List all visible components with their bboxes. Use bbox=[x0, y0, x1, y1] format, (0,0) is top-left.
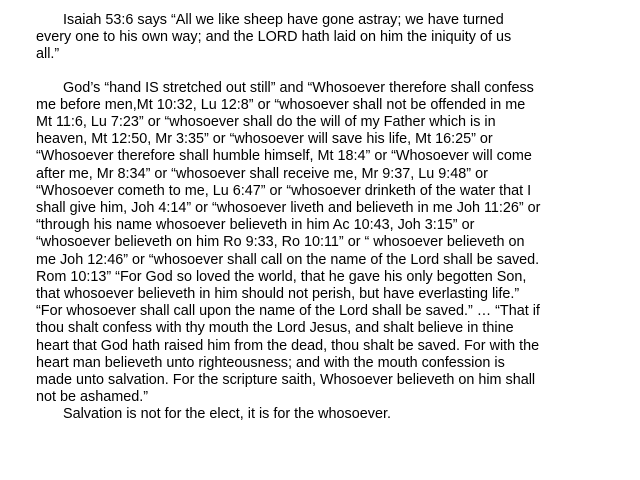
paragraph-spacer bbox=[36, 64, 614, 80]
paragraph-isaiah-quote: Isaiah 53:6 says “All we like sheep have gone astray; we have turned every one to his own way; and the LORD hath laid on him the iniquity of us all.” bbox=[36, 12, 512, 63]
paragraph-conclusion: Salvation is not for the elect, it is for the whosoever. bbox=[63, 406, 391, 423]
paragraph-whosoever-verses: God’s “hand IS stretched out still” and “Whosoever therefore shall confess me before men,Mt 10:32, Lu 12:8” or “whosoever shall not be offended in me Mt 11:6, Lu 7:23” or “whosoever shall do the will of my Father which is in heaven, Mt 12:50, Mr 3:35” or “whosoever will save his life, Mt 16:25” or “Whosoever therefore shall humble himself, Mt 18:4” or “Whosoever will come after me, Mr 8:34” or “whosoever shall receive me, Mr 9:37, Lu 9:48” or “Whosoever cometh to me, Lu 6:47” or “whosoever drinketh of the water that I shall give him, Joh 4:14” or “whosoever liveth and believeth in me Joh 11:26” or “through his name whosoever believeth in him Ac 10:43, Joh 3:15” or “whosoever believeth on him Ro 9:33, Ro 10:11” or “ whosoever believeth on me Joh 12:46” or “whosoever shall call on the name of the Lord shall be saved. Rom 10:13” “For God so loved the world, that he gave his only begotten Son, that whosoever believeth in him should not perish, but have everlasting life.” “For whosoever shall call upon the name of the Lord shall be saved.” … “That if thou shalt confess with thy mouth the Lord Jesus, and shalt believe in thine heart that God hath raised him from the dead, thou shalt be saved. For with the heart man believeth unto righteousness; and with the mouth confession is made unto salvation. For the scripture saith, Whosoever believeth on him shall not be ashamed.” bbox=[36, 79, 541, 406]
document-body bbox=[36, 12, 614, 424]
